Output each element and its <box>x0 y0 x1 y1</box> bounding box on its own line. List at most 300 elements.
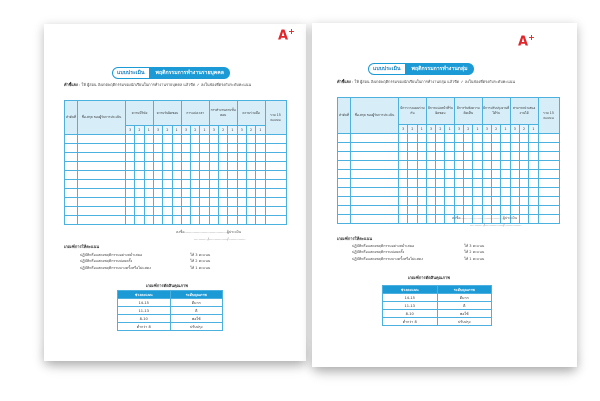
table-cell[interactable] <box>529 197 538 206</box>
table-cell[interactable] <box>436 206 445 215</box>
table-cell[interactable] <box>351 188 399 197</box>
table-cell[interactable] <box>408 188 417 197</box>
table-cell[interactable] <box>153 162 162 171</box>
table-cell[interactable] <box>200 189 209 198</box>
table-cell[interactable] <box>228 207 237 216</box>
table-cell[interactable] <box>510 161 519 170</box>
table-cell[interactable] <box>219 198 228 207</box>
table-cell[interactable] <box>219 216 228 225</box>
table-cell[interactable] <box>464 188 473 197</box>
table-cell[interactable] <box>473 143 482 152</box>
table-cell[interactable] <box>246 153 255 162</box>
table-cell[interactable] <box>501 143 510 152</box>
table-cell[interactable] <box>144 135 153 144</box>
table-cell[interactable] <box>426 197 435 206</box>
table-cell[interactable] <box>228 216 237 225</box>
table-cell[interactable] <box>126 162 135 171</box>
table-cell[interactable] <box>510 188 519 197</box>
table-cell[interactable] <box>473 161 482 170</box>
table-cell[interactable] <box>408 215 417 224</box>
table-cell[interactable] <box>510 197 519 206</box>
table-cell[interactable] <box>246 216 255 225</box>
table-cell[interactable] <box>256 189 265 198</box>
table-cell[interactable] <box>417 188 426 197</box>
table-cell[interactable] <box>256 180 265 189</box>
table-cell[interactable] <box>200 153 209 162</box>
table-cell[interactable] <box>473 179 482 188</box>
table-cell[interactable] <box>200 180 209 189</box>
table-cell[interactable] <box>454 206 463 215</box>
table-cell[interactable] <box>417 206 426 215</box>
table-cell[interactable] <box>464 134 473 143</box>
table-cell[interactable] <box>191 198 200 207</box>
table-cell[interactable] <box>126 171 135 180</box>
table-cell[interactable] <box>144 207 153 216</box>
table-cell[interactable] <box>181 207 190 216</box>
table-cell[interactable] <box>163 153 172 162</box>
table-cell[interactable] <box>228 198 237 207</box>
table-cell[interactable] <box>153 135 162 144</box>
table-cell[interactable] <box>464 197 473 206</box>
table-cell[interactable] <box>436 152 445 161</box>
table-cell[interactable] <box>492 206 501 215</box>
table-cell[interactable] <box>338 215 351 224</box>
table-cell[interactable] <box>482 134 491 143</box>
table-cell[interactable] <box>351 143 399 152</box>
table-cell[interactable] <box>219 162 228 171</box>
table-cell[interactable] <box>510 170 519 179</box>
table-cell[interactable] <box>482 197 491 206</box>
table-cell[interactable] <box>538 179 559 188</box>
table-cell[interactable] <box>237 171 246 180</box>
table-cell[interactable] <box>265 198 286 207</box>
table-cell[interactable] <box>256 171 265 180</box>
table-cell[interactable] <box>65 153 78 162</box>
table-cell[interactable] <box>144 162 153 171</box>
table-cell[interactable] <box>153 198 162 207</box>
table-cell[interactable] <box>538 170 559 179</box>
table-cell[interactable] <box>538 188 559 197</box>
table-cell[interactable] <box>181 189 190 198</box>
table-cell[interactable] <box>200 135 209 144</box>
table-cell[interactable] <box>501 197 510 206</box>
table-cell[interactable] <box>454 188 463 197</box>
table-cell[interactable] <box>399 197 408 206</box>
table-cell[interactable] <box>529 134 538 143</box>
table-cell[interactable] <box>228 144 237 153</box>
table-cell[interactable] <box>228 189 237 198</box>
table-cell[interactable] <box>191 153 200 162</box>
table-cell[interactable] <box>408 170 417 179</box>
table-cell[interactable] <box>492 188 501 197</box>
table-cell[interactable] <box>351 197 399 206</box>
table-cell[interactable] <box>436 215 445 224</box>
table-cell[interactable] <box>338 134 351 143</box>
table-cell[interactable] <box>351 152 399 161</box>
table-cell[interactable] <box>181 171 190 180</box>
table-cell[interactable] <box>246 162 255 171</box>
table-cell[interactable] <box>426 206 435 215</box>
table-cell[interactable] <box>426 170 435 179</box>
table-cell[interactable] <box>163 144 172 153</box>
table-cell[interactable] <box>338 161 351 170</box>
table-cell[interactable] <box>78 207 126 216</box>
table-cell[interactable] <box>426 134 435 143</box>
table-cell[interactable] <box>135 207 144 216</box>
table-cell[interactable] <box>417 143 426 152</box>
table-cell[interactable] <box>501 188 510 197</box>
table-cell[interactable] <box>228 180 237 189</box>
table-cell[interactable] <box>191 180 200 189</box>
table-cell[interactable] <box>510 152 519 161</box>
table-cell[interactable] <box>454 143 463 152</box>
table-cell[interactable] <box>408 197 417 206</box>
table-cell[interactable] <box>153 189 162 198</box>
table-cell[interactable] <box>529 188 538 197</box>
table-cell[interactable] <box>200 144 209 153</box>
table-cell[interactable] <box>209 189 218 198</box>
table-cell[interactable] <box>172 135 181 144</box>
table-cell[interactable] <box>219 171 228 180</box>
table-cell[interactable] <box>78 216 126 225</box>
table-cell[interactable] <box>135 135 144 144</box>
table-cell[interactable] <box>144 216 153 225</box>
table-cell[interactable] <box>454 161 463 170</box>
table-cell[interactable] <box>501 152 510 161</box>
table-cell[interactable] <box>482 143 491 152</box>
table-cell[interactable] <box>163 135 172 144</box>
table-cell[interactable] <box>78 180 126 189</box>
table-cell[interactable] <box>351 161 399 170</box>
table-cell[interactable] <box>338 152 351 161</box>
table-cell[interactable] <box>126 216 135 225</box>
table-cell[interactable] <box>200 207 209 216</box>
table-cell[interactable] <box>265 216 286 225</box>
table-cell[interactable] <box>445 134 454 143</box>
table-cell[interactable] <box>529 179 538 188</box>
table-cell[interactable] <box>65 162 78 171</box>
table-cell[interactable] <box>492 170 501 179</box>
table-cell[interactable] <box>246 198 255 207</box>
table-cell[interactable] <box>78 144 126 153</box>
table-cell[interactable] <box>501 206 510 215</box>
table-cell[interactable] <box>473 197 482 206</box>
table-cell[interactable] <box>426 143 435 152</box>
table-cell[interactable] <box>209 171 218 180</box>
table-cell[interactable] <box>172 189 181 198</box>
table-cell[interactable] <box>408 152 417 161</box>
table-cell[interactable] <box>126 153 135 162</box>
table-cell[interactable] <box>219 180 228 189</box>
table-cell[interactable] <box>510 143 519 152</box>
table-cell[interactable] <box>338 206 351 215</box>
table-cell[interactable] <box>256 207 265 216</box>
table-cell[interactable] <box>519 143 528 152</box>
table-cell[interactable] <box>482 188 491 197</box>
table-cell[interactable] <box>351 179 399 188</box>
table-cell[interactable] <box>153 171 162 180</box>
table-cell[interactable] <box>338 188 351 197</box>
table-cell[interactable] <box>200 216 209 225</box>
table-cell[interactable] <box>464 161 473 170</box>
table-cell[interactable] <box>436 134 445 143</box>
table-cell[interactable] <box>426 161 435 170</box>
table-cell[interactable] <box>445 143 454 152</box>
table-cell[interactable] <box>445 170 454 179</box>
table-cell[interactable] <box>454 179 463 188</box>
table-cell[interactable] <box>135 189 144 198</box>
table-cell[interactable] <box>538 197 559 206</box>
table-cell[interactable] <box>135 153 144 162</box>
table-cell[interactable] <box>529 161 538 170</box>
table-cell[interactable] <box>78 153 126 162</box>
table-cell[interactable] <box>181 144 190 153</box>
table-cell[interactable] <box>399 170 408 179</box>
table-cell[interactable] <box>209 207 218 216</box>
table-cell[interactable] <box>237 198 246 207</box>
table-cell[interactable] <box>445 152 454 161</box>
table-cell[interactable] <box>417 152 426 161</box>
table-cell[interactable] <box>228 135 237 144</box>
table-cell[interactable] <box>417 161 426 170</box>
table-cell[interactable] <box>181 135 190 144</box>
table-cell[interactable] <box>65 216 78 225</box>
table-cell[interactable] <box>237 207 246 216</box>
table-cell[interactable] <box>408 134 417 143</box>
table-cell[interactable] <box>172 171 181 180</box>
table-cell[interactable] <box>454 134 463 143</box>
table-cell[interactable] <box>228 162 237 171</box>
table-cell[interactable] <box>153 153 162 162</box>
table-cell[interactable] <box>163 207 172 216</box>
table-cell[interactable] <box>492 179 501 188</box>
table-cell[interactable] <box>172 162 181 171</box>
table-cell[interactable] <box>126 180 135 189</box>
table-cell[interactable] <box>153 144 162 153</box>
table-cell[interactable] <box>163 180 172 189</box>
table-cell[interactable] <box>482 170 491 179</box>
table-cell[interactable] <box>464 152 473 161</box>
table-cell[interactable] <box>265 162 286 171</box>
table-cell[interactable] <box>426 179 435 188</box>
table-cell[interactable] <box>256 135 265 144</box>
table-cell[interactable] <box>163 171 172 180</box>
table-cell[interactable] <box>181 216 190 225</box>
table-cell[interactable] <box>256 198 265 207</box>
table-cell[interactable] <box>436 197 445 206</box>
table-cell[interactable] <box>126 189 135 198</box>
table-cell[interactable] <box>256 144 265 153</box>
table-cell[interactable] <box>237 216 246 225</box>
table-cell[interactable] <box>482 152 491 161</box>
table-cell[interactable] <box>426 188 435 197</box>
table-cell[interactable] <box>209 135 218 144</box>
table-cell[interactable] <box>519 134 528 143</box>
table-cell[interactable] <box>172 180 181 189</box>
table-cell[interactable] <box>351 134 399 143</box>
table-cell[interactable] <box>65 207 78 216</box>
table-cell[interactable] <box>246 135 255 144</box>
table-cell[interactable] <box>228 153 237 162</box>
table-cell[interactable] <box>209 216 218 225</box>
table-cell[interactable] <box>135 198 144 207</box>
table-cell[interactable] <box>191 207 200 216</box>
table-cell[interactable] <box>191 216 200 225</box>
table-cell[interactable] <box>436 143 445 152</box>
table-cell[interactable] <box>519 179 528 188</box>
table-cell[interactable] <box>399 161 408 170</box>
table-cell[interactable] <box>144 144 153 153</box>
table-cell[interactable] <box>399 179 408 188</box>
table-cell[interactable] <box>417 197 426 206</box>
table-cell[interactable] <box>501 134 510 143</box>
table-cell[interactable] <box>473 206 482 215</box>
table-cell[interactable] <box>153 207 162 216</box>
table-cell[interactable] <box>256 162 265 171</box>
table-cell[interactable] <box>65 144 78 153</box>
table-cell[interactable] <box>519 197 528 206</box>
table-cell[interactable] <box>519 206 528 215</box>
table-cell[interactable] <box>163 162 172 171</box>
table-cell[interactable] <box>163 198 172 207</box>
table-cell[interactable] <box>181 198 190 207</box>
table-cell[interactable] <box>519 152 528 161</box>
table-cell[interactable] <box>399 188 408 197</box>
table-cell[interactable] <box>482 179 491 188</box>
table-cell[interactable] <box>256 153 265 162</box>
table-cell[interactable] <box>399 152 408 161</box>
table-cell[interactable] <box>144 153 153 162</box>
table-cell[interactable] <box>417 179 426 188</box>
table-cell[interactable] <box>246 171 255 180</box>
table-cell[interactable] <box>237 162 246 171</box>
table-cell[interactable] <box>135 180 144 189</box>
table-cell[interactable] <box>200 171 209 180</box>
table-cell[interactable] <box>408 179 417 188</box>
table-cell[interactable] <box>172 216 181 225</box>
table-cell[interactable] <box>237 153 246 162</box>
table-cell[interactable] <box>426 152 435 161</box>
table-cell[interactable] <box>417 215 426 224</box>
table-cell[interactable] <box>351 215 399 224</box>
table-cell[interactable] <box>436 188 445 197</box>
table-cell[interactable] <box>209 144 218 153</box>
table-cell[interactable] <box>492 197 501 206</box>
table-cell[interactable] <box>529 170 538 179</box>
table-cell[interactable] <box>65 198 78 207</box>
table-cell[interactable] <box>209 180 218 189</box>
table-cell[interactable] <box>445 179 454 188</box>
table-cell[interactable] <box>265 207 286 216</box>
table-cell[interactable] <box>436 179 445 188</box>
table-cell[interactable] <box>78 135 126 144</box>
table-cell[interactable] <box>399 215 408 224</box>
table-cell[interactable] <box>181 153 190 162</box>
table-cell[interactable] <box>473 170 482 179</box>
table-cell[interactable] <box>454 152 463 161</box>
table-cell[interactable] <box>538 215 559 224</box>
table-cell[interactable] <box>265 189 286 198</box>
table-cell[interactable] <box>351 170 399 179</box>
table-cell[interactable] <box>510 179 519 188</box>
table-cell[interactable] <box>78 171 126 180</box>
table-cell[interactable] <box>219 207 228 216</box>
table-cell[interactable] <box>529 215 538 224</box>
table-cell[interactable] <box>144 171 153 180</box>
table-cell[interactable] <box>538 161 559 170</box>
table-cell[interactable] <box>65 180 78 189</box>
table-cell[interactable] <box>135 171 144 180</box>
table-cell[interactable] <box>246 207 255 216</box>
table-cell[interactable] <box>445 206 454 215</box>
table-cell[interactable] <box>181 162 190 171</box>
table-cell[interactable] <box>78 162 126 171</box>
table-cell[interactable] <box>510 206 519 215</box>
table-cell[interactable] <box>265 153 286 162</box>
table-cell[interactable] <box>538 206 559 215</box>
table-cell[interactable] <box>501 179 510 188</box>
table-cell[interactable] <box>191 144 200 153</box>
table-cell[interactable] <box>228 171 237 180</box>
table-cell[interactable] <box>144 180 153 189</box>
table-cell[interactable] <box>501 161 510 170</box>
table-cell[interactable] <box>65 135 78 144</box>
table-cell[interactable] <box>209 153 218 162</box>
table-cell[interactable] <box>519 188 528 197</box>
table-cell[interactable] <box>126 198 135 207</box>
table-cell[interactable] <box>426 215 435 224</box>
table-cell[interactable] <box>191 171 200 180</box>
table-cell[interactable] <box>445 161 454 170</box>
table-cell[interactable] <box>492 152 501 161</box>
table-cell[interactable] <box>126 144 135 153</box>
table-cell[interactable] <box>408 161 417 170</box>
table-cell[interactable] <box>209 198 218 207</box>
table-cell[interactable] <box>454 170 463 179</box>
table-cell[interactable] <box>144 198 153 207</box>
table-cell[interactable] <box>265 180 286 189</box>
table-cell[interactable] <box>246 180 255 189</box>
table-cell[interactable] <box>473 188 482 197</box>
table-cell[interactable] <box>78 189 126 198</box>
table-cell[interactable] <box>237 135 246 144</box>
table-cell[interactable] <box>191 162 200 171</box>
table-cell[interactable] <box>529 206 538 215</box>
table-cell[interactable] <box>237 144 246 153</box>
table-cell[interactable] <box>529 152 538 161</box>
table-cell[interactable] <box>265 135 286 144</box>
table-cell[interactable] <box>338 197 351 206</box>
table-cell[interactable] <box>417 170 426 179</box>
table-cell[interactable] <box>492 161 501 170</box>
table-cell[interactable] <box>482 206 491 215</box>
table-cell[interactable] <box>65 171 78 180</box>
table-cell[interactable] <box>135 216 144 225</box>
table-cell[interactable] <box>538 134 559 143</box>
table-cell[interactable] <box>538 143 559 152</box>
table-cell[interactable] <box>246 189 255 198</box>
table-cell[interactable] <box>172 153 181 162</box>
table-cell[interactable] <box>408 143 417 152</box>
table-cell[interactable] <box>144 189 153 198</box>
table-cell[interactable] <box>436 161 445 170</box>
table-cell[interactable] <box>219 144 228 153</box>
table-cell[interactable] <box>482 161 491 170</box>
table-cell[interactable] <box>172 207 181 216</box>
table-cell[interactable] <box>191 189 200 198</box>
table-cell[interactable] <box>399 143 408 152</box>
table-cell[interactable] <box>219 189 228 198</box>
